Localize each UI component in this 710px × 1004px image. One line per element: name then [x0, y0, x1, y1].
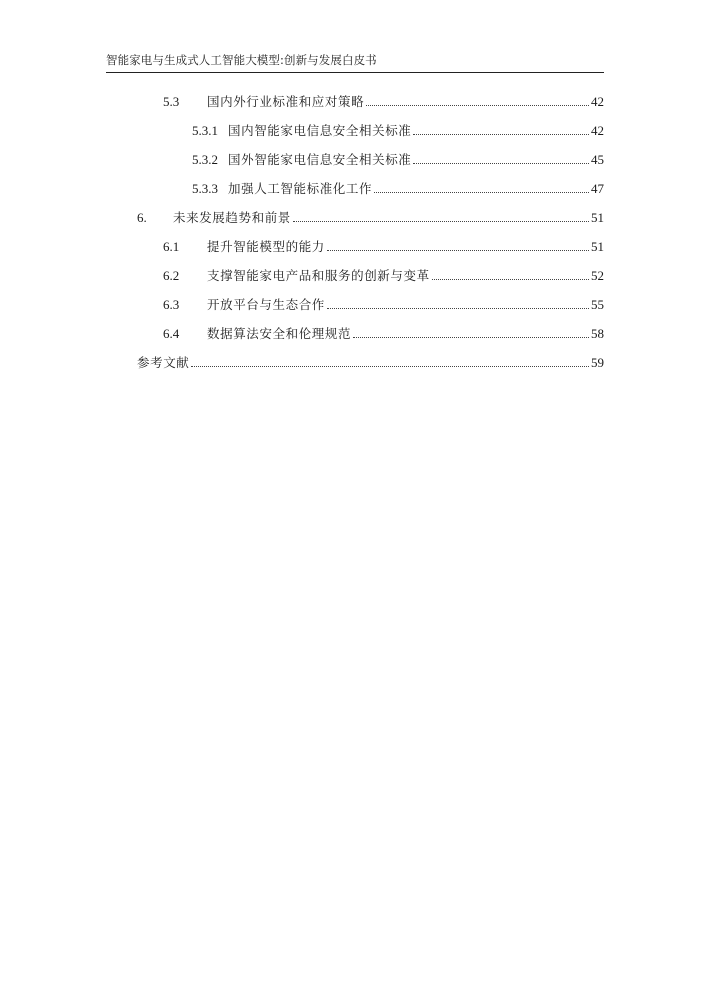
toc-leader — [191, 365, 589, 367]
toc-page-number: 59 — [591, 355, 604, 370]
toc-entry[interactable] — [137, 206, 604, 226]
toc-title: 国内外行业标准和应对策略 — [207, 94, 365, 109]
document-title: 智能家电与生成式人工智能大模型:创新与发展白皮书 — [106, 53, 377, 67]
toc-page-number: 42 — [591, 123, 604, 138]
toc-leader — [293, 220, 589, 222]
toc-leader — [327, 249, 589, 251]
toc-leader — [366, 104, 589, 106]
toc-title: 国内智能家电信息安全相关标准 — [228, 123, 412, 138]
toc-number: 6. — [137, 210, 147, 225]
toc-number: 5.3 — [163, 94, 180, 109]
toc-title: 未来发展趋势和前景 — [173, 210, 291, 225]
toc-title: 开放平台与生态合作 — [207, 297, 325, 312]
toc-number: 6.1 — [163, 239, 180, 254]
toc-title: 提升智能模型的能力 — [207, 239, 325, 254]
page-header — [106, 52, 604, 73]
toc-leader — [413, 133, 589, 135]
toc-title: 数据算法安全和伦理规范 — [207, 326, 352, 341]
toc-leader — [353, 336, 589, 338]
toc-page-number: 55 — [591, 297, 604, 312]
toc-number: 6.4 — [163, 326, 180, 341]
toc-number: 5.3.1 — [192, 123, 218, 138]
toc-entry[interactable] — [163, 235, 604, 255]
toc-entry[interactable] — [192, 119, 604, 139]
toc-page-number: 58 — [591, 326, 604, 341]
toc-title: 支撑智能家电产品和服务的创新与变革 — [207, 268, 430, 283]
toc-entry[interactable] — [163, 293, 604, 313]
toc-title: 参考文献 — [137, 355, 190, 370]
toc-page-number: 52 — [591, 268, 604, 283]
toc-number: 6.3 — [163, 297, 180, 312]
toc-entry[interactable] — [163, 264, 604, 284]
toc-number: 5.3.2 — [192, 152, 218, 167]
toc-number: 5.3.3 — [192, 181, 218, 196]
toc-leader — [374, 191, 589, 193]
toc-page-number: 42 — [591, 94, 604, 109]
toc-title: 加强人工智能标准化工作 — [228, 181, 373, 196]
toc-leader — [432, 278, 589, 280]
toc-page-number: 47 — [591, 181, 604, 196]
toc-entry[interactable] — [137, 351, 604, 371]
toc-number: 6.2 — [163, 268, 180, 283]
toc-leader — [327, 307, 589, 309]
toc-entry[interactable] — [163, 90, 604, 110]
toc-entry[interactable] — [192, 148, 604, 168]
toc-page-number: 51 — [591, 239, 604, 254]
toc-entry[interactable] — [192, 177, 604, 197]
toc-leader — [413, 162, 589, 164]
toc-entry[interactable] — [163, 322, 604, 342]
toc-title: 国外智能家电信息安全相关标准 — [228, 152, 412, 167]
toc-page-number: 45 — [591, 152, 604, 167]
toc-page-number: 51 — [591, 210, 604, 225]
